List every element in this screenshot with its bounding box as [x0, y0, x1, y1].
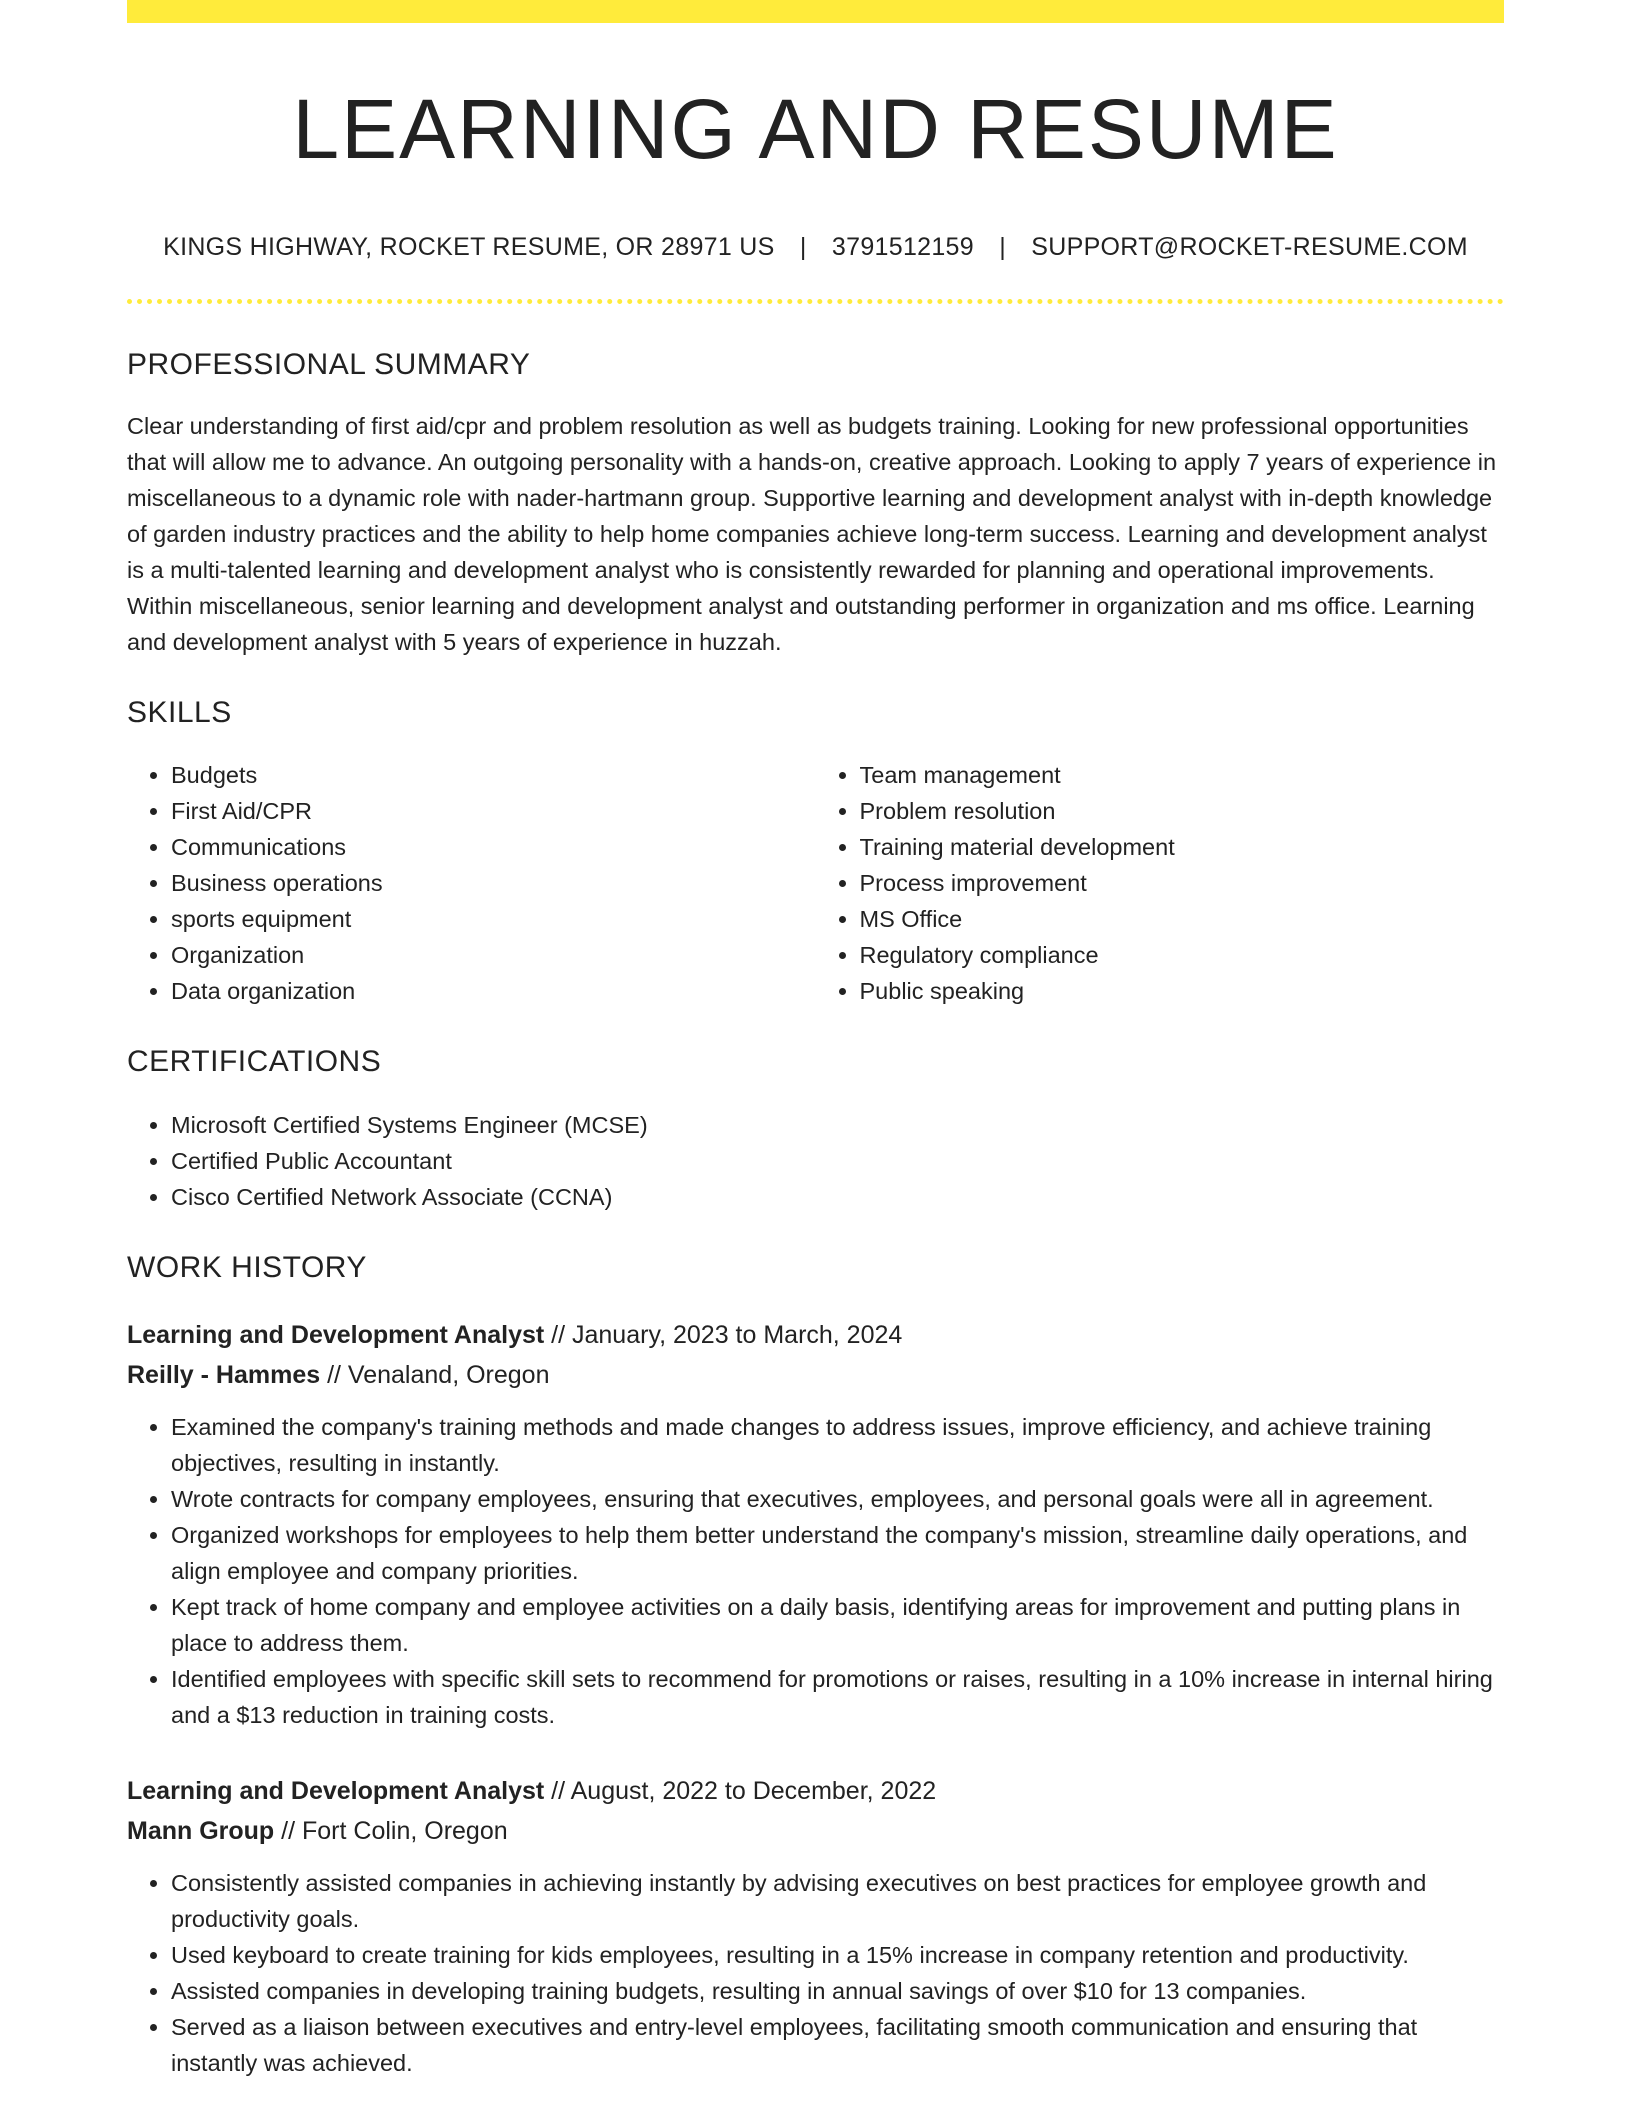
job-company: Reilly - Hammes — [127, 1361, 321, 1390]
job-entry — [127, 1315, 1504, 1733]
resume-name: LEARNING AND RESUME — [292, 82, 1339, 176]
job-bullet: • Served as a liaison between executives and entry-level employees, facilitating smooth communication and ensuring that instantly was achieved. — [171, 2009, 1504, 2081]
job-bullet: • Kept track of home company and employee activities on a daily basis, identifying areas for improvement and putting plans in place to address them. — [171, 1589, 1504, 1661]
contact-address: KINGS HIGHWAY, ROCKET RESUME, OR 28971 US — [163, 233, 775, 262]
certifications-heading: CERTIFICATIONS — [127, 1045, 382, 1079]
job-role: Learning and Development Analyst — [127, 1777, 545, 1806]
job-bullet: • Assisted companies in developing training budgets, resulting in annual savings of over $10 for 13 companies. — [171, 1973, 1504, 2009]
job-bullet: • Organized workshops for employees to help them better understand the company's mission, streamline daily operations, and align employee and company priorities. — [171, 1517, 1504, 1589]
certification-item: • Microsoft Certified Systems Engineer (MCSE) — [171, 1107, 1504, 1143]
job-location: // Fort Colin, Oregon — [274, 1817, 508, 1846]
skill-item: • Problem resolution — [860, 793, 1505, 829]
skills-columns — [127, 757, 1504, 1009]
job-title-line — [127, 1771, 1504, 1811]
job-bullets — [127, 1865, 1504, 2081]
summary-heading: PROFESSIONAL SUMMARY — [127, 348, 531, 382]
contact-separator: | — [799, 233, 807, 262]
job-bullet: • Wrote contracts for company employees, ensuring that executives, employees, and personal goals were all in agreement. — [171, 1481, 1504, 1517]
work-history-heading: WORK HISTORY — [127, 1251, 367, 1285]
job-company: Mann Group — [127, 1817, 275, 1846]
dotted-divider — [127, 299, 1504, 304]
certification-item: • Certified Public Accountant — [171, 1143, 1504, 1179]
job-dates: // August, 2022 to December, 2022 — [544, 1777, 937, 1806]
resume-page — [127, 0, 1504, 2081]
job-bullet: • Examined the company's training methods and made changes to address issues, improve efficiency, and achieve training objectives, resulting in instantly. — [171, 1409, 1504, 1481]
job-bullets — [127, 1409, 1504, 1733]
certification-item: • Cisco Certified Network Associate (CCNA) — [171, 1179, 1504, 1215]
skills-right-list — [816, 757, 1505, 1009]
skills-heading: SKILLS — [127, 696, 232, 730]
skill-item: • Business operations — [171, 865, 816, 901]
skill-item: • Data organization — [171, 973, 816, 1009]
job-title-line — [127, 1315, 1504, 1355]
job-bullet: • Consistently assisted companies in achieving instantly by advising executives on best practices for employee growth and productivity goals. — [171, 1865, 1504, 1937]
skill-item: • Regulatory compliance — [860, 937, 1505, 973]
contact-phone: 3791512159 — [831, 233, 974, 262]
job-dates: // January, 2023 to March, 2024 — [544, 1321, 903, 1350]
skill-item: • First Aid/CPR — [171, 793, 816, 829]
skill-item: • Public speaking — [860, 973, 1505, 1009]
skill-item: • Organization — [171, 937, 816, 973]
job-bullet: • Used keyboard to create training for kids employees, resulting in a 15% increase in company retention and productivity. — [171, 1937, 1504, 1973]
summary-text: Clear understanding of first aid/cpr and problem resolution as well as budgets training. Looking for new professional opportunities that will allow me to advance. An outgoing personality with a hands-on, creative approach. Looking to apply 7 years of experience in miscellaneous to a dynamic role with nader-hartmann group. Supportive learning and development analyst with in-depth knowledge of garden industry practices and the ability to help home companies achieve long-term success. Learning and development analyst is a multi-talented learning and development analyst who is consistently rewarded for planning and operational improvements. Within miscellaneous, senior learning and development analyst and outstanding performer in organization and ms office. Learning and development analyst with 5 years of experience in huzzah. — [127, 413, 1497, 656]
skills-left-list — [127, 757, 816, 1009]
job-company-line — [127, 1811, 1504, 1851]
skill-item: • MS Office — [860, 901, 1505, 937]
certifications-list — [127, 1107, 1504, 1215]
contact-separator: | — [999, 233, 1007, 262]
job-role: Learning and Development Analyst — [127, 1321, 545, 1350]
accent-top-bar — [127, 0, 1504, 23]
skill-item: • Team management — [860, 757, 1505, 793]
job-bullet: • Identified employees with specific skill sets to recommend for promotions or raises, resulting in a 10% increase in internal hiring and a $13 reduction in training costs. — [171, 1661, 1504, 1733]
skill-item: • Budgets — [171, 757, 816, 793]
skill-item: • sports equipment — [171, 901, 816, 937]
skill-item: • Process improvement — [860, 865, 1505, 901]
skill-item: • Training material development — [860, 829, 1505, 865]
job-location: // Venaland, Oregon — [320, 1361, 550, 1390]
skill-item: • Communications — [171, 829, 816, 865]
contact-email[interactable]: SUPPORT@ROCKET-RESUME.COM — [1031, 233, 1468, 262]
job-entry — [127, 1771, 1504, 2081]
contact-line — [127, 233, 1504, 262]
job-company-line — [127, 1355, 1504, 1395]
